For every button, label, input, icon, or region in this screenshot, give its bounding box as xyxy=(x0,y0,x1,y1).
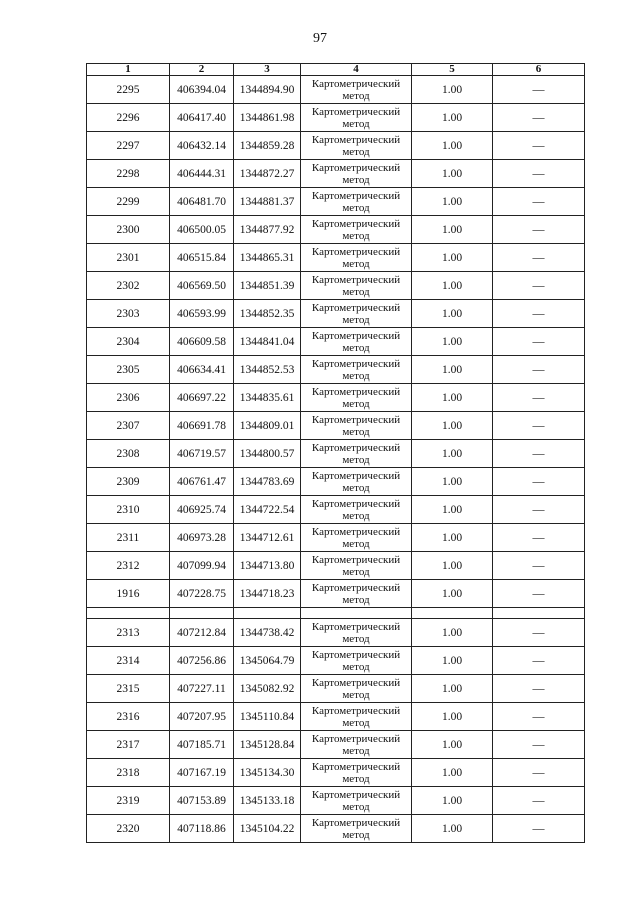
x-coordinate-cell: 407167.19 xyxy=(170,759,234,787)
method-label-line1: Картометрический xyxy=(311,581,401,594)
x-coordinate-cell: 406609.58 xyxy=(170,328,234,356)
method-label-line1: Картометрический xyxy=(311,732,401,745)
point-number-cell: 2310 xyxy=(87,496,170,524)
table-row xyxy=(87,675,585,703)
separator-cell xyxy=(493,608,585,619)
method-label-line1: Картометрический xyxy=(311,245,401,258)
method-cell xyxy=(301,815,412,843)
note-cell: — xyxy=(493,356,585,384)
y-coordinate-cell: 1344800.57 xyxy=(234,440,301,468)
method-cell xyxy=(301,580,412,608)
table-row xyxy=(87,468,585,496)
method-label-line1: Картометрический xyxy=(311,525,401,538)
x-coordinate-cell: 406500.05 xyxy=(170,216,234,244)
point-number-cell: 2303 xyxy=(87,300,170,328)
y-coordinate-cell: 1345133.18 xyxy=(234,787,301,815)
method-label-line2: метод xyxy=(342,229,370,242)
precision-cell: 1.00 xyxy=(412,188,493,216)
table-row xyxy=(87,104,585,132)
method-label-line2: метод xyxy=(342,632,370,645)
table-row xyxy=(87,384,585,412)
method-label-line1: Картометрический xyxy=(311,497,401,510)
precision-cell: 1.00 xyxy=(412,328,493,356)
method-label-line2: метод xyxy=(342,145,370,158)
precision-cell: 1.00 xyxy=(412,272,493,300)
separator-cell xyxy=(170,608,234,619)
method-label-line1: Картометрический xyxy=(311,648,401,661)
method-label-line2: метод xyxy=(342,828,370,841)
point-number-cell: 2314 xyxy=(87,647,170,675)
method-label-line2: метод xyxy=(342,89,370,102)
note-cell: — xyxy=(493,300,585,328)
point-number-cell: 2300 xyxy=(87,216,170,244)
page-number: 97 xyxy=(313,31,327,46)
precision-cell: 1.00 xyxy=(412,815,493,843)
header-col-1: 1 xyxy=(87,64,170,76)
precision-cell: 1.00 xyxy=(412,244,493,272)
x-coordinate-cell: 406761.47 xyxy=(170,468,234,496)
point-number-cell: 1916 xyxy=(87,580,170,608)
y-coordinate-cell: 1344718.23 xyxy=(234,580,301,608)
precision-cell: 1.00 xyxy=(412,703,493,731)
precision-cell: 1.00 xyxy=(412,440,493,468)
point-number-cell: 2295 xyxy=(87,76,170,104)
method-cell xyxy=(301,272,412,300)
table-row xyxy=(87,440,585,468)
table-row xyxy=(87,647,585,675)
table-row xyxy=(87,328,585,356)
method-label-line1: Картометрический xyxy=(311,273,401,286)
y-coordinate-cell: 1345082.92 xyxy=(234,675,301,703)
method-label-line2: метод xyxy=(342,201,370,214)
method-cell xyxy=(301,300,412,328)
method-cell xyxy=(301,675,412,703)
note-cell: — xyxy=(493,675,585,703)
y-coordinate-cell: 1344894.90 xyxy=(234,76,301,104)
method-label-line1: Картометрический xyxy=(311,469,401,482)
x-coordinate-cell: 407118.86 xyxy=(170,815,234,843)
y-coordinate-cell: 1345134.30 xyxy=(234,759,301,787)
table-row xyxy=(87,188,585,216)
x-coordinate-cell: 407153.89 xyxy=(170,787,234,815)
method-label-line2: метод xyxy=(342,117,370,130)
point-number-cell: 2320 xyxy=(87,815,170,843)
separator-cell xyxy=(87,608,170,619)
table-row xyxy=(87,272,585,300)
note-cell: — xyxy=(493,552,585,580)
method-cell xyxy=(301,496,412,524)
header-col-4: 4 xyxy=(301,64,412,76)
note-cell: — xyxy=(493,328,585,356)
method-cell xyxy=(301,244,412,272)
method-label-line2: метод xyxy=(342,593,370,606)
header-row xyxy=(87,64,585,76)
note-cell: — xyxy=(493,703,585,731)
table-row xyxy=(87,815,585,843)
method-cell xyxy=(301,787,412,815)
method-cell xyxy=(301,440,412,468)
y-coordinate-cell: 1345110.84 xyxy=(234,703,301,731)
y-coordinate-cell: 1344783.69 xyxy=(234,468,301,496)
x-coordinate-cell: 407227.11 xyxy=(170,675,234,703)
method-label-line2: метод xyxy=(342,285,370,298)
note-cell: — xyxy=(493,619,585,647)
y-coordinate-cell: 1344865.31 xyxy=(234,244,301,272)
method-label-line1: Картометрический xyxy=(311,161,401,174)
precision-cell: 1.00 xyxy=(412,104,493,132)
note-cell: — xyxy=(493,104,585,132)
method-label-line1: Картометрический xyxy=(311,133,401,146)
method-cell xyxy=(301,356,412,384)
precision-cell: 1.00 xyxy=(412,300,493,328)
y-coordinate-cell: 1344881.37 xyxy=(234,188,301,216)
method-label-line1: Картометрический xyxy=(311,385,401,398)
point-number-cell: 2315 xyxy=(87,675,170,703)
note-cell: — xyxy=(493,244,585,272)
method-cell xyxy=(301,328,412,356)
method-cell xyxy=(301,619,412,647)
x-coordinate-cell: 406394.04 xyxy=(170,76,234,104)
precision-cell: 1.00 xyxy=(412,160,493,188)
x-coordinate-cell: 406569.50 xyxy=(170,272,234,300)
precision-cell: 1.00 xyxy=(412,216,493,244)
coordinates-table xyxy=(86,63,585,843)
x-coordinate-cell: 406925.74 xyxy=(170,496,234,524)
table-body xyxy=(87,76,585,843)
table-row xyxy=(87,76,585,104)
method-label-line2: метод xyxy=(342,257,370,270)
method-cell xyxy=(301,384,412,412)
separator-cell xyxy=(234,608,301,619)
x-coordinate-cell: 407228.75 xyxy=(170,580,234,608)
table-row xyxy=(87,132,585,160)
method-label-line2: метод xyxy=(342,369,370,382)
method-label-line1: Картометрический xyxy=(311,816,401,829)
x-coordinate-cell: 406691.78 xyxy=(170,412,234,440)
method-label-line1: Картометрический xyxy=(311,77,401,90)
point-number-cell: 2318 xyxy=(87,759,170,787)
y-coordinate-cell: 1344852.53 xyxy=(234,356,301,384)
method-cell xyxy=(301,104,412,132)
method-label-line2: метод xyxy=(342,660,370,673)
point-number-cell: 2296 xyxy=(87,104,170,132)
method-label-line1: Картометрический xyxy=(311,676,401,689)
x-coordinate-cell: 406593.99 xyxy=(170,300,234,328)
header-col-2: 2 xyxy=(170,64,234,76)
y-coordinate-cell: 1344738.42 xyxy=(234,619,301,647)
y-coordinate-cell: 1344713.80 xyxy=(234,552,301,580)
point-number-cell: 2301 xyxy=(87,244,170,272)
method-cell xyxy=(301,468,412,496)
method-label-line2: метод xyxy=(342,800,370,813)
table-row xyxy=(87,731,585,759)
table-row xyxy=(87,216,585,244)
note-cell: — xyxy=(493,188,585,216)
table-row xyxy=(87,619,585,647)
table-header xyxy=(87,64,585,76)
note-cell: — xyxy=(493,384,585,412)
method-label-line1: Картометрический xyxy=(311,704,401,717)
table-row xyxy=(87,787,585,815)
precision-cell: 1.00 xyxy=(412,787,493,815)
method-cell xyxy=(301,160,412,188)
table-row xyxy=(87,300,585,328)
precision-cell: 1.00 xyxy=(412,468,493,496)
method-label-line1: Картометрический xyxy=(311,441,401,454)
y-coordinate-cell: 1344851.39 xyxy=(234,272,301,300)
header-col-6: 6 xyxy=(493,64,585,76)
method-label-line2: метод xyxy=(342,173,370,186)
y-coordinate-cell: 1344872.27 xyxy=(234,160,301,188)
point-number-cell: 2302 xyxy=(87,272,170,300)
point-number-cell: 2306 xyxy=(87,384,170,412)
method-cell xyxy=(301,552,412,580)
point-number-cell: 2316 xyxy=(87,703,170,731)
method-label-line2: метод xyxy=(342,509,370,522)
separator-cell xyxy=(412,608,493,619)
point-number-cell: 2308 xyxy=(87,440,170,468)
note-cell: — xyxy=(493,815,585,843)
x-coordinate-cell: 406444.31 xyxy=(170,160,234,188)
x-coordinate-cell: 406432.14 xyxy=(170,132,234,160)
method-label-line2: метод xyxy=(342,341,370,354)
x-coordinate-cell: 406719.57 xyxy=(170,440,234,468)
y-coordinate-cell: 1344712.61 xyxy=(234,524,301,552)
method-label-line1: Картометрический xyxy=(311,189,401,202)
table-row xyxy=(87,759,585,787)
method-label-line2: метод xyxy=(342,537,370,550)
method-cell xyxy=(301,412,412,440)
note-cell: — xyxy=(493,647,585,675)
method-cell xyxy=(301,647,412,675)
table-row xyxy=(87,552,585,580)
method-label-line2: метод xyxy=(342,565,370,578)
precision-cell: 1.00 xyxy=(412,731,493,759)
y-coordinate-cell: 1344841.04 xyxy=(234,328,301,356)
precision-cell: 1.00 xyxy=(412,619,493,647)
point-number-cell: 2299 xyxy=(87,188,170,216)
method-label-line1: Картометрический xyxy=(311,301,401,314)
method-label-line1: Картометрический xyxy=(311,553,401,566)
point-number-cell: 2298 xyxy=(87,160,170,188)
point-number-cell: 2312 xyxy=(87,552,170,580)
method-cell xyxy=(301,703,412,731)
note-cell: — xyxy=(493,160,585,188)
y-coordinate-cell: 1344852.35 xyxy=(234,300,301,328)
note-cell: — xyxy=(493,468,585,496)
method-label-line1: Картометрический xyxy=(311,329,401,342)
y-coordinate-cell: 1344877.92 xyxy=(234,216,301,244)
note-cell: — xyxy=(493,76,585,104)
precision-cell: 1.00 xyxy=(412,580,493,608)
note-cell: — xyxy=(493,132,585,160)
method-cell xyxy=(301,731,412,759)
method-label-line1: Картометрический xyxy=(311,620,401,633)
x-coordinate-cell: 407207.95 xyxy=(170,703,234,731)
note-cell: — xyxy=(493,412,585,440)
note-cell: — xyxy=(493,731,585,759)
method-label-line1: Картометрический xyxy=(311,413,401,426)
table-row xyxy=(87,496,585,524)
y-coordinate-cell: 1344859.28 xyxy=(234,132,301,160)
method-label-line2: метод xyxy=(342,744,370,757)
table-row xyxy=(87,412,585,440)
method-label-line2: метод xyxy=(342,425,370,438)
table-row xyxy=(87,244,585,272)
precision-cell: 1.00 xyxy=(412,496,493,524)
x-coordinate-cell: 407212.84 xyxy=(170,619,234,647)
method-label-line2: метод xyxy=(342,688,370,701)
table-row xyxy=(87,580,585,608)
y-coordinate-cell: 1345104.22 xyxy=(234,815,301,843)
method-label-line2: метод xyxy=(342,481,370,494)
header-col-5: 5 xyxy=(412,64,493,76)
point-number-cell: 2305 xyxy=(87,356,170,384)
method-label-line1: Картометрический xyxy=(311,105,401,118)
table-row xyxy=(87,524,585,552)
precision-cell: 1.00 xyxy=(412,412,493,440)
point-number-cell: 2297 xyxy=(87,132,170,160)
precision-cell: 1.00 xyxy=(412,675,493,703)
x-coordinate-cell: 406634.41 xyxy=(170,356,234,384)
precision-cell: 1.00 xyxy=(412,759,493,787)
note-cell: — xyxy=(493,496,585,524)
method-label-line1: Картометрический xyxy=(311,760,401,773)
method-label-line1: Картометрический xyxy=(311,357,401,370)
note-cell: — xyxy=(493,759,585,787)
method-cell xyxy=(301,76,412,104)
method-cell xyxy=(301,132,412,160)
note-cell: — xyxy=(493,272,585,300)
method-label-line2: метод xyxy=(342,397,370,410)
x-coordinate-cell: 406973.28 xyxy=(170,524,234,552)
method-label-line2: метод xyxy=(342,772,370,785)
method-cell xyxy=(301,759,412,787)
x-coordinate-cell: 407185.71 xyxy=(170,731,234,759)
table-row xyxy=(87,356,585,384)
y-coordinate-cell: 1345064.79 xyxy=(234,647,301,675)
table-row xyxy=(87,703,585,731)
method-cell xyxy=(301,216,412,244)
x-coordinate-cell: 407256.86 xyxy=(170,647,234,675)
x-coordinate-cell: 406697.22 xyxy=(170,384,234,412)
method-label-line2: метод xyxy=(342,313,370,326)
note-cell: — xyxy=(493,524,585,552)
precision-cell: 1.00 xyxy=(412,384,493,412)
point-number-cell: 2313 xyxy=(87,619,170,647)
table-separator-row xyxy=(87,608,585,619)
x-coordinate-cell: 406417.40 xyxy=(170,104,234,132)
point-number-cell: 2311 xyxy=(87,524,170,552)
point-number-cell: 2309 xyxy=(87,468,170,496)
precision-cell: 1.00 xyxy=(412,552,493,580)
table-row xyxy=(87,160,585,188)
header-col-3: 3 xyxy=(234,64,301,76)
note-cell: — xyxy=(493,216,585,244)
note-cell: — xyxy=(493,787,585,815)
method-label-line1: Картометрический xyxy=(311,788,401,801)
x-coordinate-cell: 406481.70 xyxy=(170,188,234,216)
y-coordinate-cell: 1344722.54 xyxy=(234,496,301,524)
precision-cell: 1.00 xyxy=(412,524,493,552)
y-coordinate-cell: 1344809.01 xyxy=(234,412,301,440)
y-coordinate-cell: 1344861.98 xyxy=(234,104,301,132)
separator-cell xyxy=(301,608,412,619)
point-number-cell: 2307 xyxy=(87,412,170,440)
y-coordinate-cell: 1344835.61 xyxy=(234,384,301,412)
x-coordinate-cell: 407099.94 xyxy=(170,552,234,580)
point-number-cell: 2317 xyxy=(87,731,170,759)
y-coordinate-cell: 1345128.84 xyxy=(234,731,301,759)
precision-cell: 1.00 xyxy=(412,356,493,384)
method-cell xyxy=(301,524,412,552)
method-label-line1: Картометрический xyxy=(311,217,401,230)
method-label-line2: метод xyxy=(342,716,370,729)
point-number-cell: 2319 xyxy=(87,787,170,815)
precision-cell: 1.00 xyxy=(412,132,493,160)
note-cell: — xyxy=(493,440,585,468)
precision-cell: 1.00 xyxy=(412,76,493,104)
note-cell: — xyxy=(493,580,585,608)
precision-cell: 1.00 xyxy=(412,647,493,675)
point-number-cell: 2304 xyxy=(87,328,170,356)
method-cell xyxy=(301,188,412,216)
method-label-line2: метод xyxy=(342,453,370,466)
x-coordinate-cell: 406515.84 xyxy=(170,244,234,272)
